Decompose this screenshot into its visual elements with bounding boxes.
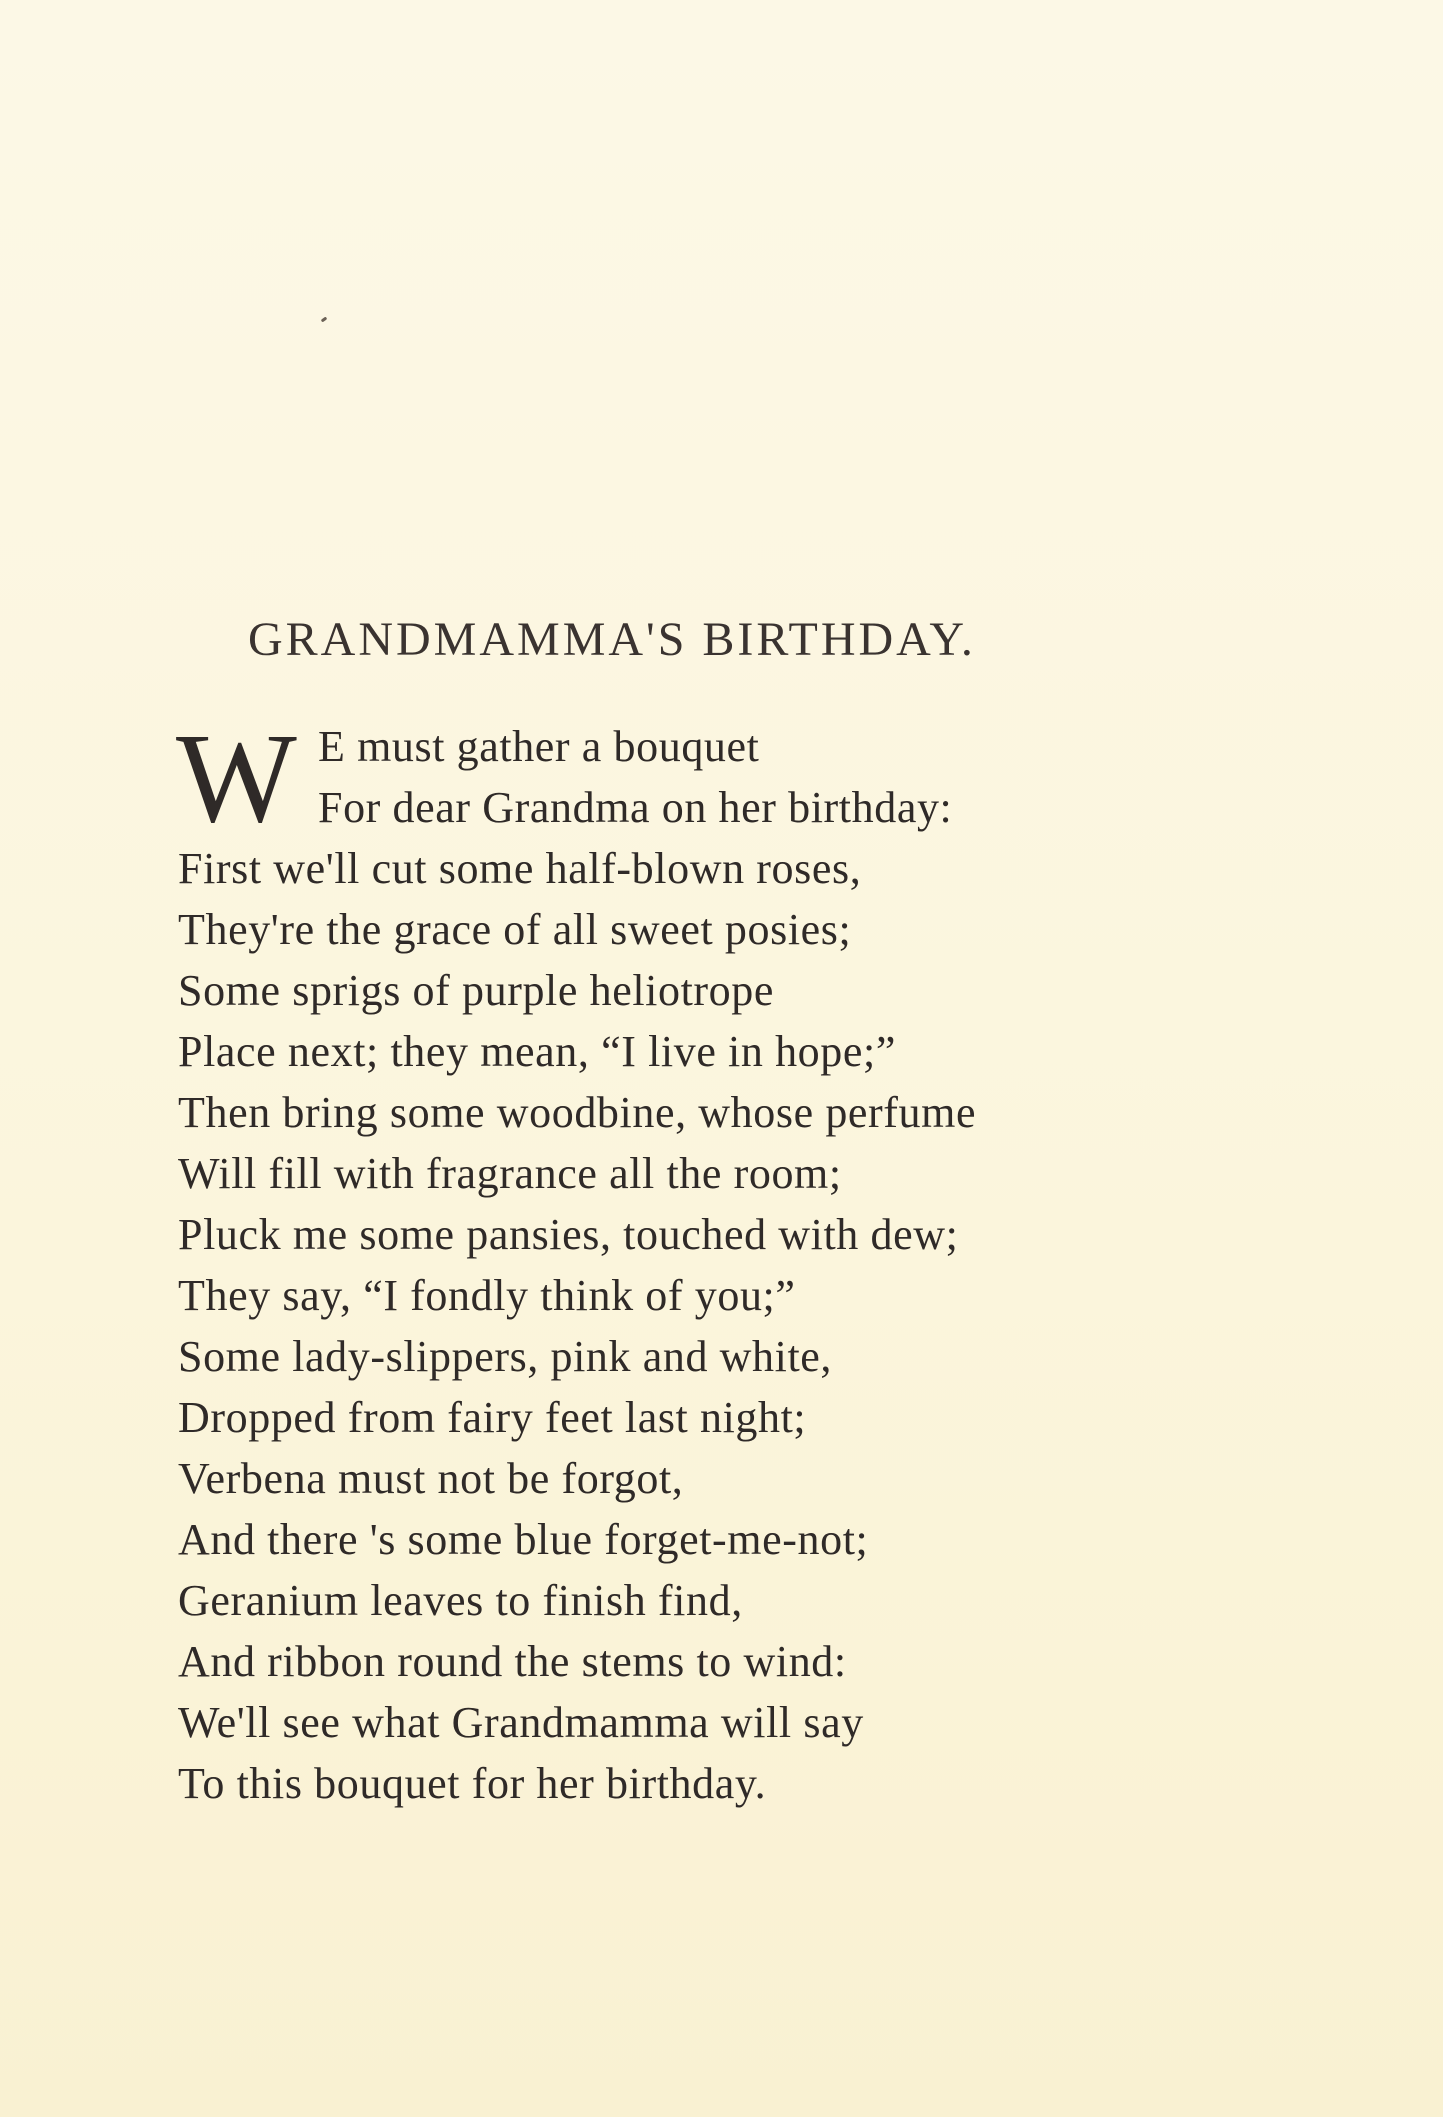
poem-body bbox=[178, 716, 1328, 1814]
poem-title: GRANDMAMMA'S BIRTHDAY. bbox=[248, 613, 976, 666]
poem-line: Verbena must not be forgot, bbox=[178, 1454, 684, 1503]
poem-line: First we'll cut some half-blown roses, bbox=[178, 844, 862, 893]
poem-line: Place next; they mean, “I live in hope;” bbox=[178, 1027, 896, 1076]
poem-line: Some lady-slippers, pink and white, bbox=[178, 1332, 833, 1381]
poem-line: For dear Grandma on her birthday: bbox=[318, 783, 953, 832]
poem-line: Pluck me some pansies, touched with dew; bbox=[178, 1210, 959, 1259]
poem-line: And ribbon round the stems to wind: bbox=[178, 1637, 847, 1686]
ink-speck bbox=[321, 317, 328, 323]
poem-line: E must gather a bouquet bbox=[318, 722, 760, 771]
poem-line: Dropped from fairy feet last night; bbox=[178, 1393, 807, 1442]
poem-line: We'll see what Grandmamma will say bbox=[178, 1698, 864, 1747]
poem-line: They're the grace of all sweet posies; bbox=[178, 905, 852, 954]
poem-line: Then bring some woodbine, whose perfume bbox=[178, 1088, 977, 1137]
poem-line: Some sprigs of purple heliotrope bbox=[178, 966, 774, 1015]
drop-cap: W bbox=[176, 707, 297, 849]
poem-line: Geranium leaves to finish find, bbox=[178, 1576, 743, 1625]
poem-line: Will fill with fragrance all the room; bbox=[178, 1149, 842, 1198]
poem-line: To this bouquet for her birthday. bbox=[178, 1759, 767, 1808]
poem-line: And there 's some blue forget-me-not; bbox=[178, 1515, 869, 1564]
poem-line: They say, “I fondly think of you;” bbox=[178, 1271, 796, 1320]
